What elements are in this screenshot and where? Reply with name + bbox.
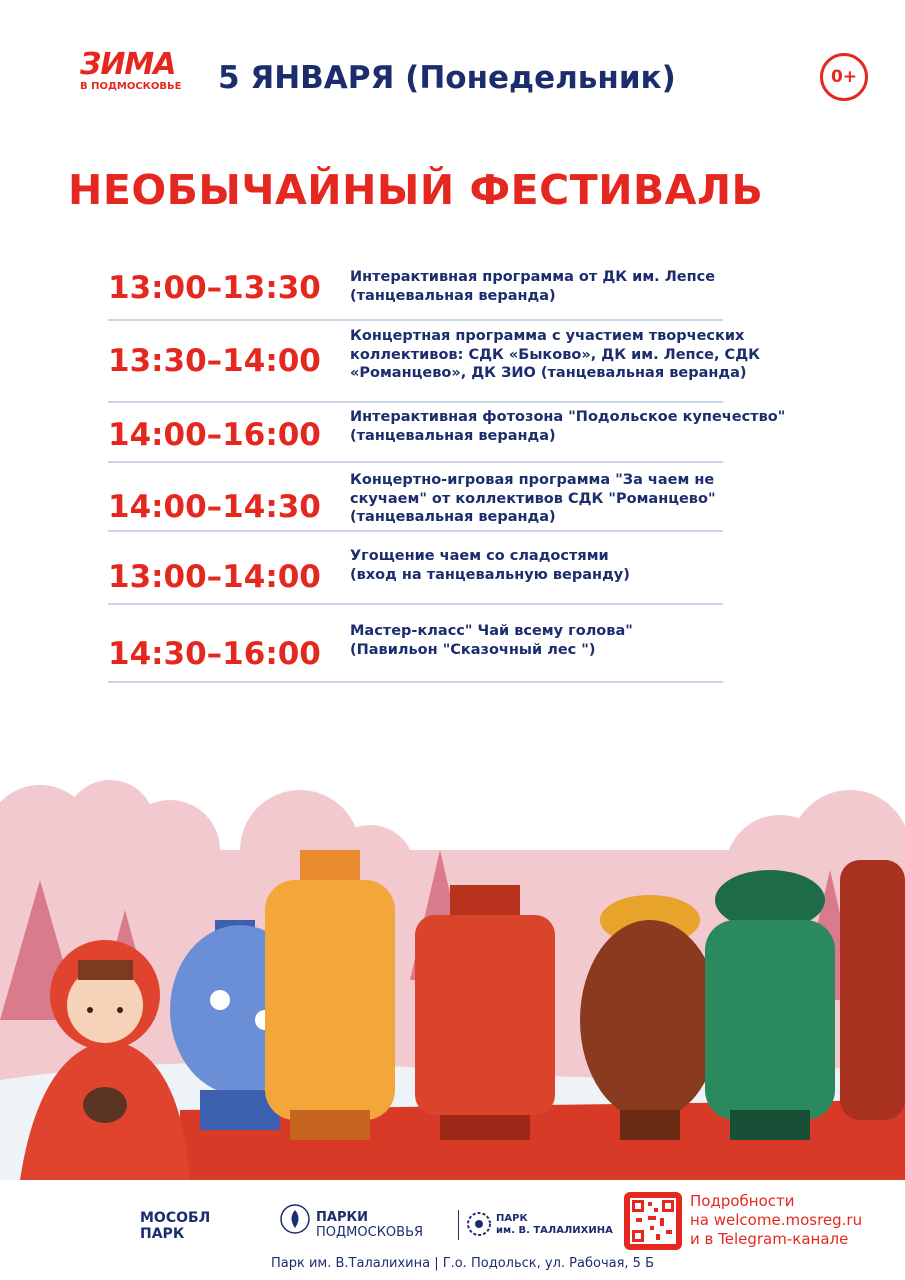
talalikhin-park-text [496,1213,613,1237]
desc-line: коллективов: СДК «Быково», ДК им. Лепсе, СДК [350,346,760,363]
schedule-time: 14:30–16:00 [108,636,321,672]
schedule-time: 13:30–14:00 [108,343,321,379]
schedule-time: 13:00–14:00 [108,559,321,595]
tal-line: им. В. ТАЛАЛИХИНА [496,1225,613,1236]
desc-line: (вход на танцевальную веранду) [350,566,630,583]
desc-line: «Романцево», ДК ЗИО (танцевальная веранда) [350,365,747,381]
desc-line: скучаем" от коллективов СДК "Романцево" [350,490,716,507]
zima-logo [80,47,190,94]
desc-line: Интерактивная фотозона "Подольское купечество" [350,409,786,425]
schedule-row [108,262,723,321]
logo-main-text: ЗИМА [80,47,176,82]
tal-line: ПАРК [496,1213,528,1224]
schedule-row [108,463,723,532]
logo-sub-text: В ПОДМОСКОВЬЕ [80,81,182,92]
green-samovar [705,870,835,1140]
schedule-row [108,605,723,683]
parki-line: ПОДМОСКОВЬЯ [316,1225,424,1240]
parki-leaf-icon [280,1204,310,1234]
mosobl-line: ПАРК [140,1226,185,1242]
desc-line: Мастер-класс" Чай всему голова" [350,623,633,639]
desc-line: (Павильон "Сказочный лес ") [350,641,596,658]
orange-samovar [265,850,395,1140]
event-date: 5 ЯНВАРЯ (Понедельник) [218,60,676,96]
schedule-time: 14:00–16:00 [108,417,321,453]
parki-logo-text [316,1210,423,1240]
schedule-desc [350,471,800,527]
more-line: на welcome.mosreg.ru [690,1211,863,1229]
schedule-desc [350,327,800,383]
address-text: Парк им. В.Талалихина | Г.о. Подольск, ул. Рабочая, 5 Б [270,1256,655,1271]
mosobl-line: МОСОБЛ [140,1210,211,1226]
desc-line: (танцевальная веранда) [350,509,556,525]
qr-code-icon [624,1192,682,1250]
schedule-row [108,532,723,605]
parki-line: ПАРКИ [316,1210,368,1225]
mosobl-park-logo [140,1210,210,1242]
footer [0,1180,905,1280]
desc-line: (танцевальная веранда) [350,287,556,304]
schedule-time: 14:00–14:30 [108,489,321,525]
desc-line: (танцевальная веранда) [350,427,556,444]
red-samovar [415,885,555,1140]
schedule-desc [350,622,800,659]
schedule-time: 13:00–13:30 [108,270,321,306]
desc-line: Интерактивная программа от ДК им. Лепсе [350,269,716,285]
more-info-text [690,1192,862,1249]
more-line: Подробности [690,1192,795,1210]
samovar-illustration [0,780,905,1180]
more-line: и в Telegram-канале [690,1230,849,1248]
page-title: НЕОБЫЧАЙНЫЙ ФЕСТИВАЛЬ [68,166,764,214]
schedule-desc [350,547,800,584]
schedule-row [108,321,760,403]
logo-divider [458,1210,459,1240]
schedule-list [108,262,786,683]
desc-line: Концертная программа с участием творческих [350,328,745,344]
schedule-desc [350,408,800,445]
schedule-row [108,403,786,463]
age-rating-badge: 0+ [820,53,868,101]
talalikhin-park-icon [466,1211,492,1237]
desc-line: Угощение чаем со сладостями [350,548,609,564]
dark-red-samovar [840,860,905,1120]
desc-line: Концертно-игровая программа "За чаем не [350,472,715,488]
schedule-desc [350,268,800,305]
